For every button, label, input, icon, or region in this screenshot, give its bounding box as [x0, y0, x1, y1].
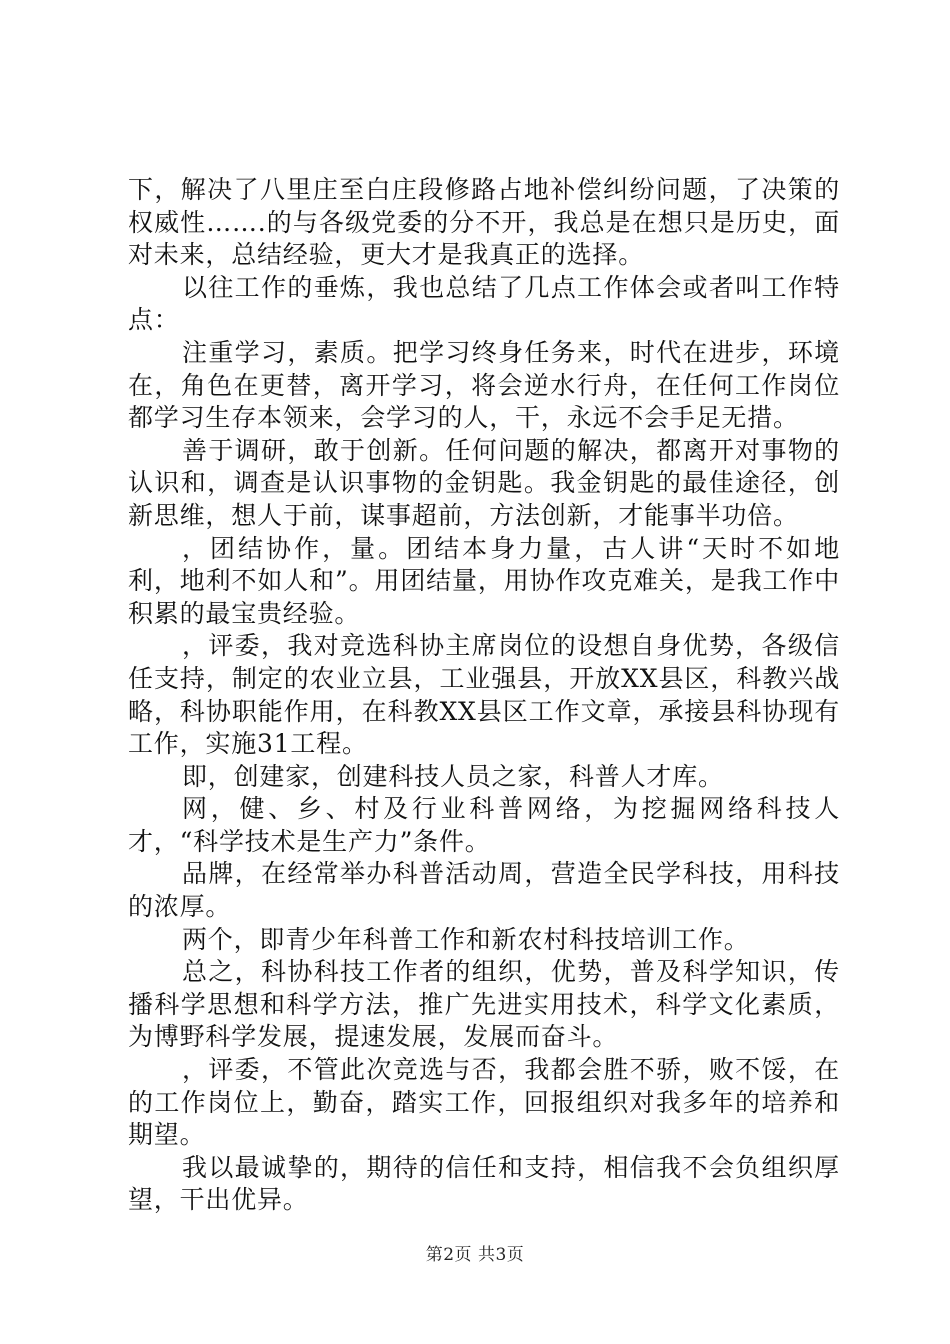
paragraph-continuation: 下，解决了八里庄至白庄段修路占地补偿纠纷问题，了决策的权威性…….的与各级党委的分不开，我总是在想只是历史，面对未来，总结经验，更大才是我真正的选择。 — [128, 175, 840, 270]
paragraph-work-experience-intro: 以往工作的垂炼，我也总结了几点工作体会或者叫工作特点： — [128, 272, 840, 335]
document-body — [128, 174, 840, 1217]
paragraph-build-home: 即，创建家，创建科技人员之家，科普人才库。 — [182, 761, 724, 791]
paragraph-brand: 品牌，在经常举办科普活动周，营造全民学科技，用科技的浓厚。 — [128, 859, 840, 922]
paragraph-position-vision: ，评委，我对竞选科协主席岗位的设想自身优势，各级信任支持，制定的农业立县，工业强县，开放XX县区，科教兴战略，科协职能作用，在科教XX县区工作文章，承接县科协现有工作，实施31工程。 — [128, 631, 840, 759]
page-footer — [0, 1244, 950, 1266]
paragraph-summary: 总之，科协科技工作者的组织，优势，普及科学知识，传播科学思想和科学方法，推广先进实用技术，科学文化素质，为博野科学发展，提速发展，发展而奋斗。 — [128, 957, 840, 1052]
page-number-label: 第2页 共3页 — [425, 1245, 525, 1265]
paragraph-emphasize-learning: 注重学习，素质。把学习终身任务来，时代在进步，环境在，角色在更替，离开学习，将会逆水行舟，在任何工作岗位都学习生存本领来，会学习的人，干，永远不会手足无措。 — [128, 337, 840, 433]
paragraph-network: 网，健、乡、村及行业科普网络，为挖掘网络科技人才，“科学技术是生产力”条件。 — [128, 794, 840, 856]
paragraph-two-focus: 两个，即青少年科普工作和新农村科技培训工作。 — [182, 924, 750, 954]
paragraph-commitment: ，评委，不管此次竞选与否，我都会胜不骄，败不馁，在的工作岗位上，勤奋，踏实工作，回报组织对我多年的培养和期望。 — [128, 1055, 840, 1150]
paragraph-unity-cooperation: ，团结协作，量。团结本身力量，古人讲“天时不如地利，地利不如人和”。用团结量，用协作攻克难关，是我工作中积累的最宝贵经验。 — [128, 533, 840, 628]
paragraph-research-innovation: 善于调研，敢于创新。任何问题的解决，都离开对事物的认识和，调查是认识事物的金钥匙。我金钥匙的最佳途径，创新思维，想人于前，谋事超前，方法创新，才能事半功倍。 — [128, 435, 840, 530]
paragraph-closing: 我以最诚挚的，期待的信任和支持，相信我不会负组织厚望，干出优异。 — [128, 1152, 840, 1215]
